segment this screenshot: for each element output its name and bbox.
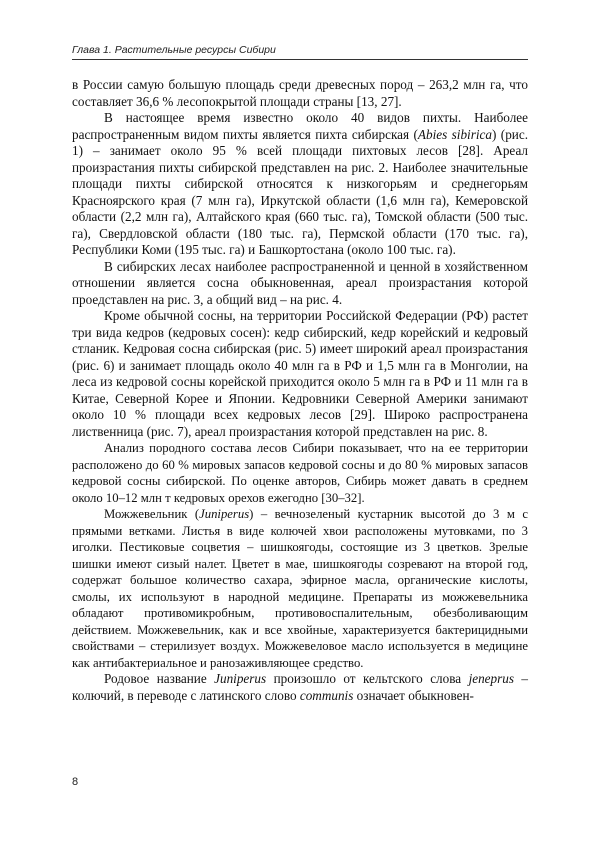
header-chapter-label: Глава bbox=[72, 44, 101, 56]
paragraph bbox=[72, 308, 528, 440]
italic-term: Abies sibirica bbox=[417, 126, 492, 142]
italic-term: jeneprus bbox=[468, 671, 514, 686]
text-run: Анализ породного состава лесов Сибири показывает, что на ее территории расположено до 60 % мировых запасов кедровой сосны и до 80 % мировых запасов кедровой сосны сибирской. По оценке авторов, Сибирь может давать в среднем около 10–12 млн т кедровых орехов ежегодно [30–32]. bbox=[72, 441, 528, 505]
italic-term: Juniperus bbox=[214, 671, 267, 686]
text-run: В настоящее время известно около 40 видов пихты. Наиболее распространенным видом пихты является пихта сибирская ( bbox=[72, 110, 528, 142]
text-run: ) – вечнозеленый кустарник высотой до 3 м с прямыми ветками. Листья в виде колючей хвои расположены мутовками, по 3 иголки. Пестиковые соцветия – шишкоягоды, состоящие из 3 цветков. Зрелые шишки имеют сизый налет. Цветет в мае, шишкоягоды созревают на второй год, содержат большое количество сахара, эфирное масла, органические кислоты, смолы, их используют в народной медицине. Препараты из можжевельника обладают противомикробным, противовоспалительным, обезболивающим действием. Можжевельник, как и все хвойные, характеризуется бактерицидными свойствами – стерилизует воздух. Можжевеловое масло используется в медицине как антибактериальное и ранозаживляющее средство. bbox=[72, 507, 529, 670]
italic-term: Juniperus bbox=[199, 507, 250, 521]
paragraph bbox=[72, 110, 528, 259]
body-text bbox=[72, 77, 528, 704]
paragraph bbox=[72, 259, 528, 309]
header-chapter-title: 1. Растительные ресурсы Сибири bbox=[100, 44, 276, 56]
paragraph bbox=[72, 440, 528, 506]
text-run: означает обыкновен- bbox=[353, 687, 474, 703]
text-run: В сибирских лесах наиболее распространенной и ценной в хозяйственном отношении является сосна обыкновенная, ареал произрастания которой проедставлен на рис. 3, а общий вид – на рис. 4. bbox=[72, 258, 528, 307]
paragraph bbox=[72, 671, 528, 704]
italic-term: communis bbox=[299, 687, 354, 703]
text-run: ) (рис. 1) – занимает около 95 % всей площади пихтовых лесов [28]. Ареал произрастания пихты сибирской представлен на рис. 2. Наиболее значительные площади пихты сибирской относятся к низкогорьям и среднегорьям Красноярского края (7 млн га), Иркутской области (1,6 млн га), Кемеровской области (2,2 млн га), Алтайского края (660 тыс. га), Томской области (500 тыс. га), Свердловской области (180 тыс. га), Пермской области (170 тыс. га), Республики Коми (195 тыс. га) и Башкортостана (около 100 тыс. га). bbox=[72, 126, 528, 257]
page-number: 8 bbox=[72, 776, 79, 788]
text-run: Родовое название bbox=[104, 671, 215, 686]
text-run: Можжевельник ( bbox=[104, 507, 200, 521]
text-run: Кроме обычной сосны, на территории Российской Федерации (РФ) растет три вида кедров (кедровых сосен): кедр сибирский, кедр корейский и кедровый стланик. Кедровая сосна сибирская (рис. 5) имеет широкий ареал произрастания (рис. 6) и занимает площадь около 40 млн га в РФ и 1,5 млн га в Монголии, на леса из кедровой сосны корейской приходится около 5 млн га в РФ и 11 млн га в Китае, Северной Корее и Японии. Кедровники Северной Америки занимают около 10 % площади всех кедровых лесов [29]. Широко распространена лиственница (рис. 7), ареал произрастания которой представлен на рис. 8. bbox=[72, 308, 528, 439]
text-run: в России самую большую площадь среди древесных пород – 263,2 млн га, что составляет 36,6 % лесопокрытой площади страны [13, 27]. bbox=[72, 77, 528, 109]
paragraph bbox=[72, 77, 528, 110]
running-header bbox=[72, 44, 528, 60]
text-run: – колючий, в переводе с латинского слово bbox=[72, 671, 529, 703]
paragraph bbox=[72, 506, 528, 671]
text-run: произошло от кельтского слова bbox=[266, 671, 469, 686]
